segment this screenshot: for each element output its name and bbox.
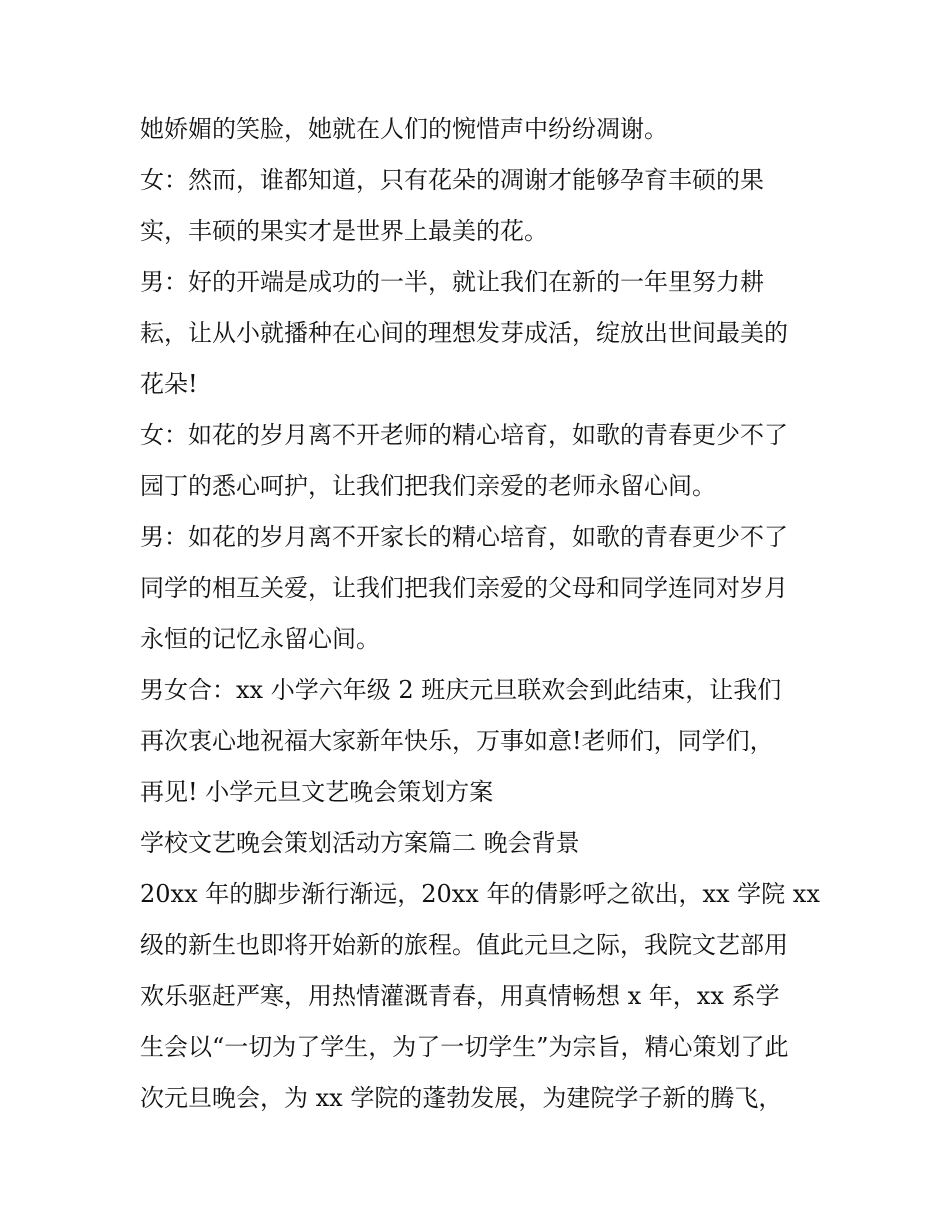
text-line: 男：如花的岁月离不开家长的精心培育，如歌的青春更少不了	[140, 523, 788, 551]
text-line: 实，丰硕的果实才是世界上最美的花。	[140, 217, 548, 245]
text-line: 男女合：xx 小学六年级 2 班庆元旦联欢会到此结束，让我们	[140, 676, 782, 704]
text-line: 同学的相互关爱，让我们把我们亲爱的父母和同学连同对岁月	[140, 574, 788, 602]
text-line: 永恒的记忆永留心间。	[140, 625, 380, 653]
text-line: 20xx 年的脚步渐行渐远，20xx 年的倩影呼之欲出，xx 学院 xx	[140, 880, 820, 908]
section-heading: 学校文艺晚会策划活动方案篇二 晚会背景	[140, 829, 580, 857]
text-line: 园丁的悉心呵护，让我们把我们亲爱的老师永留心间。	[140, 472, 716, 500]
text-line: 她娇媚的笑脸，她就在人们的惋惜声中纷纷凋谢。	[140, 115, 668, 143]
text-line: 级的新生也即将开始新的旅程。值此元旦之际，我院文艺部用	[140, 931, 788, 959]
body-text	[140, 104, 820, 1124]
text-line: 花朵!	[140, 370, 198, 398]
text-line: 耘，让从小就播种在心间的理想发芽成活，绽放出世间最美的	[140, 319, 788, 347]
text-line: 生会以“一切为了学生，为了一切学生”为宗旨，精心策划了此	[140, 1033, 789, 1061]
text-line: 女：如花的岁月离不开老师的精心培育，如歌的青春更少不了	[140, 421, 788, 449]
text-line: 女：然而，谁都知道，只有花朵的凋谢才能够孕育丰硕的果	[140, 166, 764, 194]
text-line: 男：好的开端是成功的一半，就让我们在新的一年里努力耕	[140, 268, 764, 296]
text-line: 次元旦晚会，为 xx 学院的蓬勃发展，为建院学子新的腾飞，	[140, 1084, 783, 1112]
text-line: 再次衷心地祝福大家新年快乐，万事如意!老师们，同学们，	[140, 727, 774, 755]
text-line: 再见! 小学元旦文艺晚会策划方案	[140, 778, 494, 806]
text-line: 欢乐驱赶严寒，用热情灌溉青春，用真情畅想 x 年，xx 系学	[140, 982, 780, 1010]
